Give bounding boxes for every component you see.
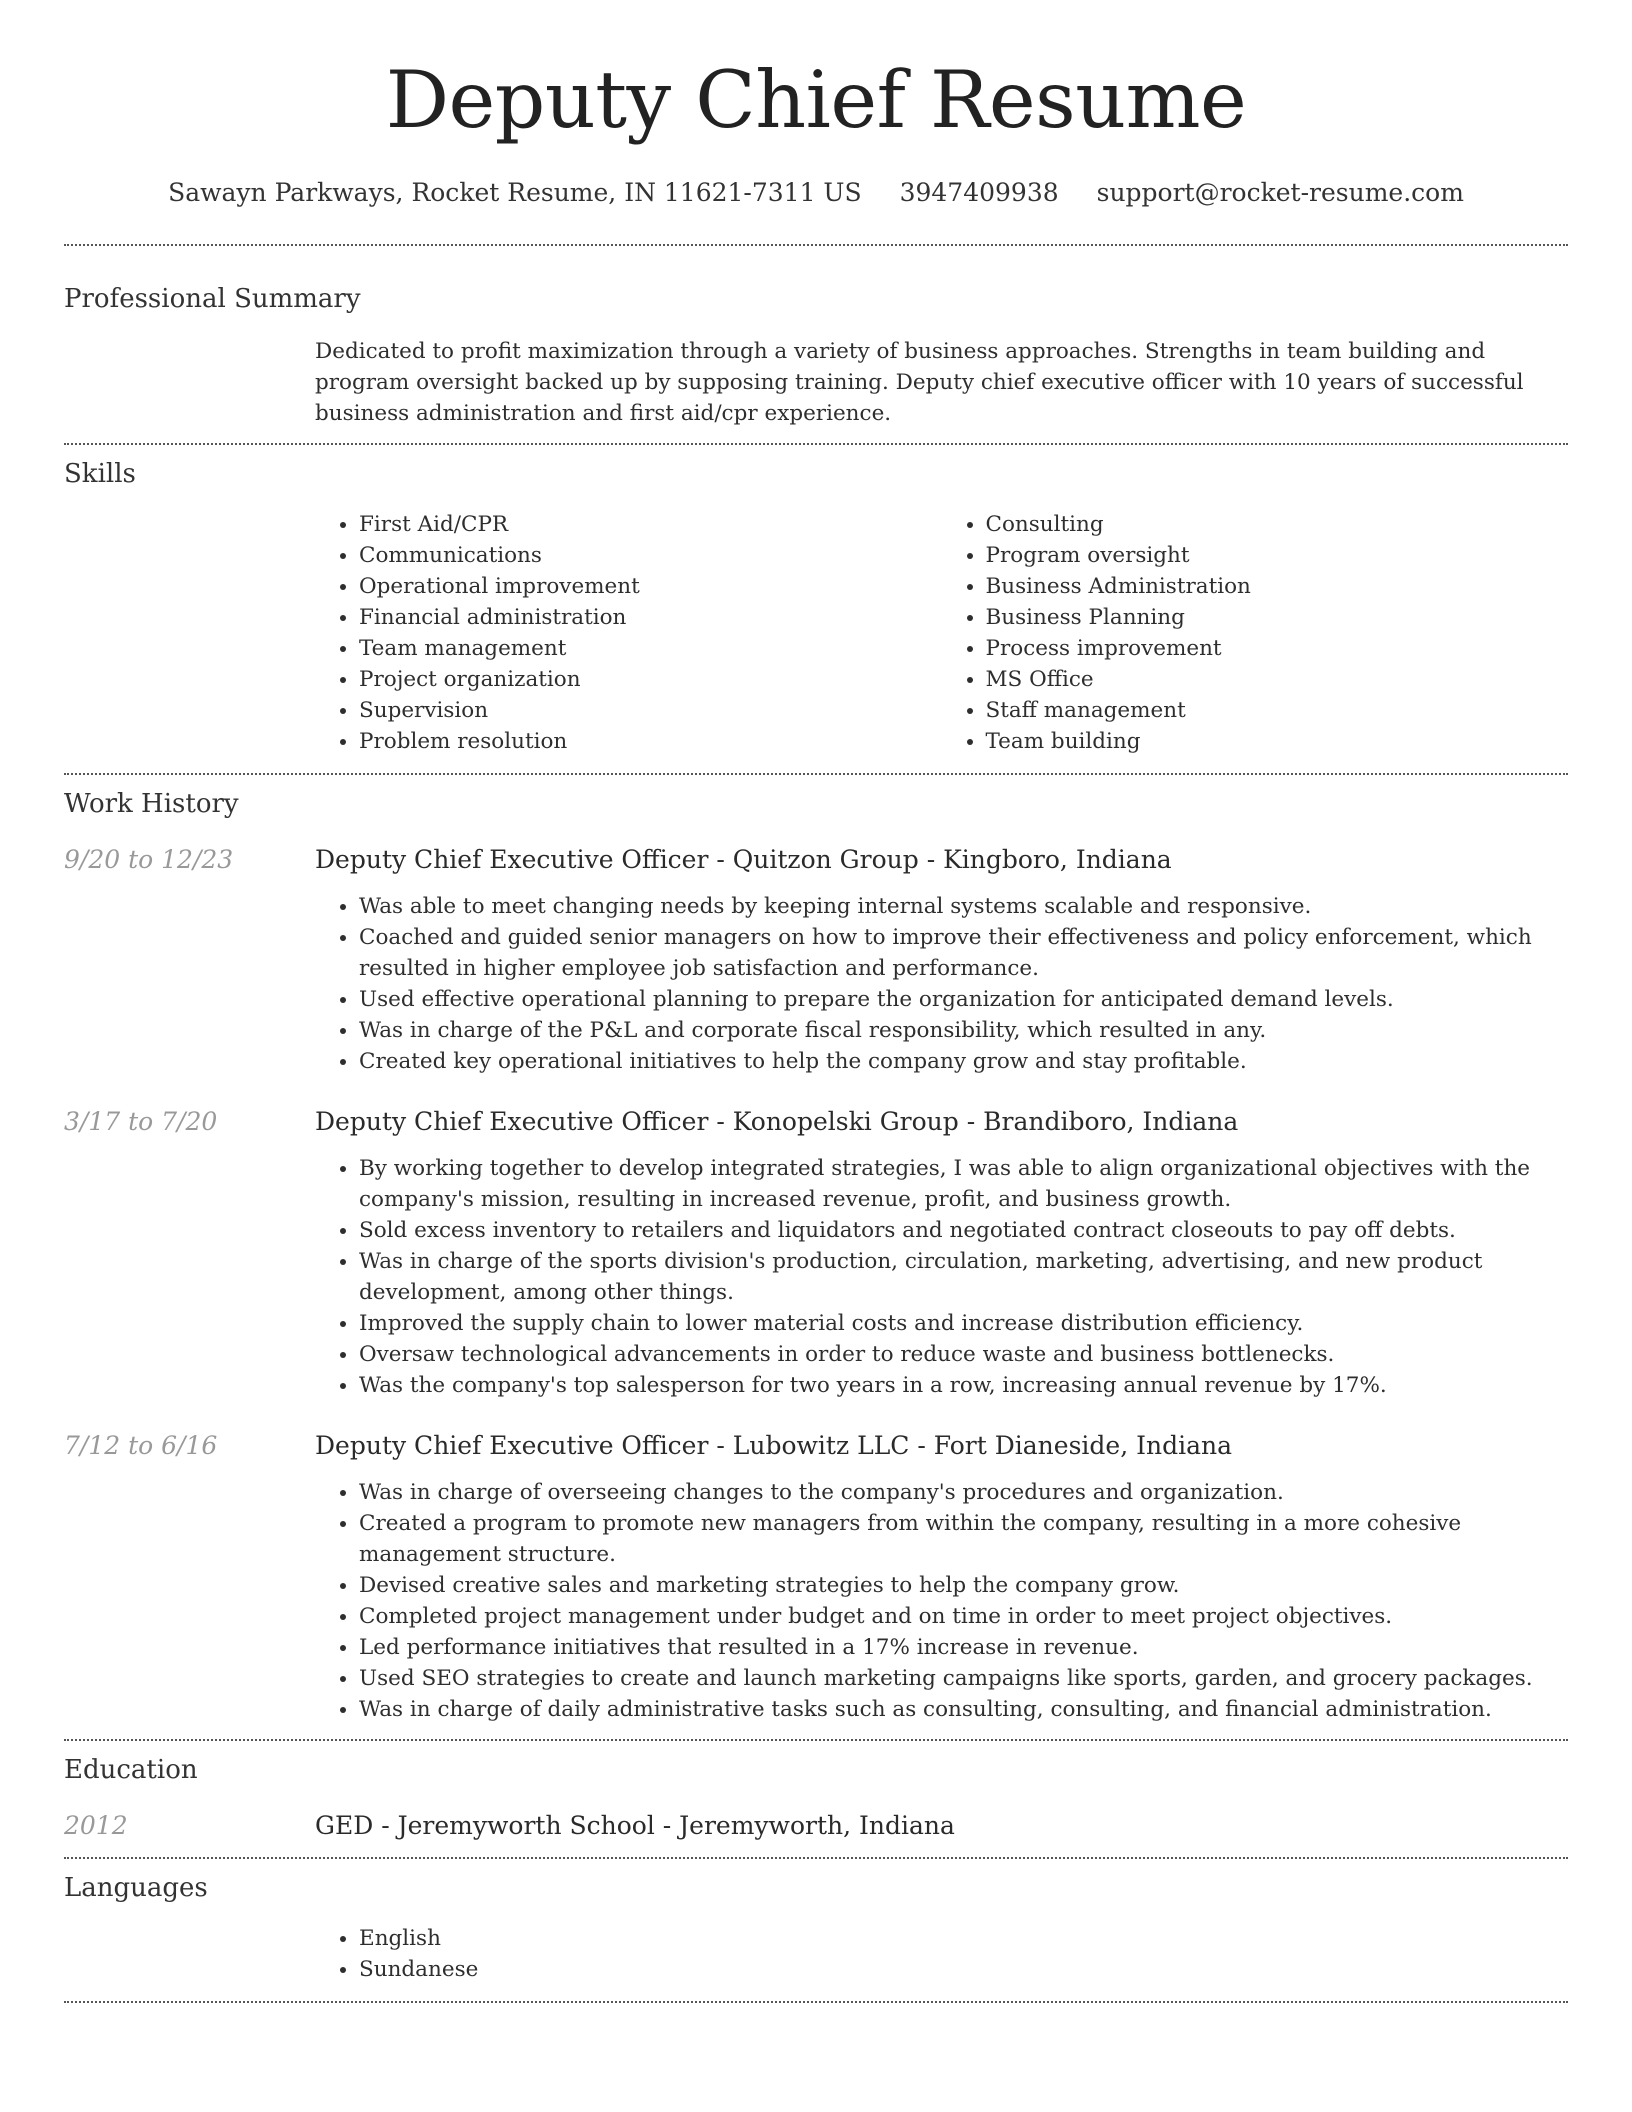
list-item: • Project organization [359, 664, 942, 695]
job-header [64, 843, 1568, 877]
list-item: • Was able to meet changing needs by keeping internal systems scalable and responsive. [359, 891, 1568, 922]
job-date: 7/12 to 6/16 [64, 1431, 218, 1460]
job-title: Deputy Chief Executive Officer - Lubowitz LLC - Fort Dianeside, Indiana [315, 1431, 1232, 1460]
job-entry [64, 1429, 1568, 1725]
summary-text: Dedicated to profit maximization through a variety of business approaches. Strengths in team building and program oversight backed up by supposing training. Deputy chief executive officer with 10 years of successful business administration and first aid/cpr experience. [315, 339, 1524, 426]
job-header [64, 1429, 1568, 1463]
skills-list-right [942, 509, 1569, 757]
job-date: 9/20 to 12/23 [64, 845, 234, 874]
education-entry [64, 1809, 1568, 1843]
list-item: • Operational improvement [359, 571, 942, 602]
list-item: • Created key operational initiatives to help the company grow and stay profitable. [359, 1046, 1568, 1077]
contact-line [64, 176, 1568, 210]
job-bullets [315, 1477, 1568, 1725]
work-heading: Work History [64, 789, 239, 819]
job-title: Deputy Chief Executive Officer - Quitzon Group - Kingboro, Indiana [315, 845, 1172, 874]
summary-heading: Professional Summary [64, 284, 361, 314]
list-item: • Improved the supply chain to lower material costs and increase distribution efficiency. [359, 1308, 1568, 1339]
list-item: • Devised creative sales and marketing strategies to help the company grow. [359, 1570, 1568, 1601]
list-item: • Oversaw technological advancements in order to reduce waste and business bottlenecks. [359, 1339, 1568, 1370]
list-item: • Communications [359, 540, 942, 571]
resume-title: Deputy Chief Resume [385, 54, 1247, 146]
list-item: • Led performance initiatives that resulted in a 17% increase in revenue. [359, 1632, 1568, 1663]
languages-section [64, 1859, 1568, 1985]
list-item: • Business Administration [986, 571, 1569, 602]
list-item: • Was in charge of daily administrative tasks such as consulting, consulting, and financial administration. [359, 1694, 1568, 1725]
list-item: • Created a program to promote new managers from within the company, resulting in a more cohesive management structure. [359, 1508, 1568, 1570]
contact-phone: 3947409938 [899, 178, 1059, 207]
list-item: • Was in charge of the sports division's production, circulation, marketing, advertising, and new product development, among other things. [359, 1246, 1568, 1308]
job-date: 3/17 to 7/20 [64, 1107, 218, 1136]
list-item: • Used SEO strategies to create and launch marketing campaigns like sports, garden, and grocery packages. [359, 1663, 1568, 1694]
education-date: 2012 [64, 1811, 128, 1840]
divider [64, 2001, 1568, 2003]
job-entry [64, 843, 1568, 1077]
contact-address: Sawayn Parkways, Rocket Resume, IN 11621-7311 US [168, 178, 862, 207]
list-item: • Team building [986, 726, 1569, 757]
skills-section [64, 445, 1568, 757]
list-item: • Problem resolution [359, 726, 942, 757]
languages-list [315, 1923, 1568, 1985]
list-item: • By working together to develop integrated strategies, I was able to align organizational objectives with the company's mission, resulting in increased revenue, profit, and business growth. [359, 1153, 1568, 1215]
list-item: • Team management [359, 633, 942, 664]
list-item: • Was in charge of the P&L and corporate fiscal responsibility, which resulted in any. [359, 1015, 1568, 1046]
list-item: • Program oversight [986, 540, 1569, 571]
list-item: • Supervision [359, 695, 942, 726]
skills-heading: Skills [64, 459, 136, 489]
list-item: • MS Office [986, 664, 1569, 695]
work-section [64, 775, 1568, 1725]
list-item: • English [359, 1923, 1568, 1954]
list-item: • Was the company's top salesperson for two years in a row, increasing annual revenue by 17%. [359, 1370, 1568, 1401]
list-item: • Staff management [986, 695, 1569, 726]
list-item: • Was in charge of overseeing changes to the company's procedures and organization. [359, 1477, 1568, 1508]
education-title: GED - Jeremyworth School - Jeremyworth, Indiana [315, 1811, 955, 1840]
list-item: • Completed project management under budget and on time in order to meet project objectives. [359, 1601, 1568, 1632]
job-bullets [315, 1153, 1568, 1401]
job-title: Deputy Chief Executive Officer - Konopelski Group - Brandiboro, Indiana [315, 1107, 1239, 1136]
skills-columns [315, 509, 1568, 757]
education-section [64, 1741, 1568, 1843]
contact-email: support@rocket-resume.com [1096, 178, 1464, 207]
skills-list-left [315, 509, 942, 757]
list-item: • Sold excess inventory to retailers and liquidators and negotiated contract closeouts to pay off debts. [359, 1215, 1568, 1246]
list-item: • Used effective operational planning to prepare the organization for anticipated demand levels. [359, 984, 1568, 1015]
languages-heading: Languages [64, 1873, 208, 1903]
list-item: • Sundanese [359, 1954, 1568, 1985]
summary-section [64, 246, 1568, 429]
list-item: • First Aid/CPR [359, 509, 942, 540]
list-item: • Coached and guided senior managers on how to improve their effectiveness and policy enforcement, which resulted in higher employee job satisfaction and performance. [359, 922, 1568, 984]
job-bullets [315, 891, 1568, 1077]
list-item: • Process improvement [986, 633, 1569, 664]
job-header [64, 1105, 1568, 1139]
list-item: • Financial administration [359, 602, 942, 633]
job-entry [64, 1105, 1568, 1401]
list-item: • Consulting [986, 509, 1569, 540]
list-item: • Business Planning [986, 602, 1569, 633]
education-heading: Education [64, 1755, 198, 1785]
